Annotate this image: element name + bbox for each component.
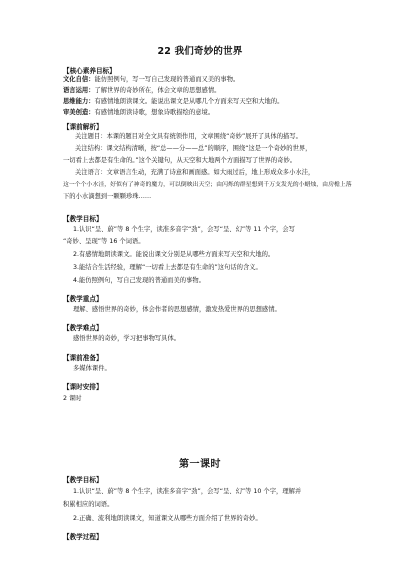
heading-preparation: 【课前准备】 [63, 354, 103, 362]
schedule-value: 2 课时 [63, 395, 82, 402]
core-item-culture [63, 76, 239, 84]
lesson-goal-line: 2.正确、流利地朗读课文，知道课文从哪些方面介绍了世界的奇妙。 [73, 515, 262, 522]
core-item-thinking [63, 98, 283, 106]
focus-line: 理解、感悟世界的奇妙，体会作者的思想感情，激发热爱世界的思想感情。 [73, 306, 281, 313]
lesson-title: 第一课时 [179, 459, 221, 470]
page-title: 22 我们奇妙的世界 [157, 46, 243, 57]
core-item-label: 思维能力： [63, 98, 95, 105]
core-item-aesthetic [63, 109, 214, 117]
goal-line: 4.能仿照例句，写自己发现的普通而美的事物。 [73, 277, 205, 284]
core-item-label: 审美创造： [63, 109, 95, 116]
heading-core-goals: 【核心素养目标】 [63, 67, 116, 75]
core-item-text: 有感情地朗读课文。能说出课文是从哪几个方面来写天空和大地的。 [94, 98, 284, 105]
heading-schedule: 【课时安排】 [63, 383, 103, 391]
heading-teaching-focus: 【教学重点】 [63, 295, 103, 303]
analysis-line: 关注语言：文章语言生动，充满了诗意和画面感。如大雨过后，地上形成众多小水洼， [75, 169, 315, 176]
core-item-label: 文化自信： [63, 76, 95, 83]
goal-line: 3.能结合生活经验，理解“一切看上去都是有生命的”这句话的含义。 [73, 264, 262, 271]
goal-line: 2.有感情地朗读课文。能说出课文分别是从哪些方面来写天空和大地的。 [73, 251, 275, 258]
core-item-text: 了解世界的奇妙所在，体会文章的思想感情。 [94, 87, 221, 94]
lesson-goal-line: 1.认识“呈、蔚”等 8 个生字，读准多音字“劲”，会写“呈、幻”等 10 个字，理解并 [73, 488, 302, 495]
prep-line: 多媒体课件。 [73, 365, 111, 372]
analysis-line: 关注结构：课文结构清晰，按“总——分——总”的顺序，围绕“这是一个奇妙的世界， [75, 145, 312, 152]
heading-teaching-difficulty: 【教学难点】 [63, 324, 103, 332]
analysis-line: 一切看上去都是有生命的。”这个关键句，从天空和大地两个方面描写了世界的奇妙。 [63, 157, 297, 164]
core-item-label: 语言运用： [63, 87, 95, 94]
core-item-text: 能仿照例句，写一写自己发现的普通而又美的事物。 [94, 76, 240, 83]
goal-line: “奇妙、呈现”等 16 个词语。 [63, 238, 145, 245]
analysis-line: 这一个个小水洼，好似有了神奇的魔力，可以倒映出天空；由闪烁的群星想到千万支发光的小蜡烛，由房檐上落 [63, 182, 352, 188]
heading-teaching-goals: 【教学目标】 [63, 215, 103, 223]
difficulty-line: 感悟世界的奇妙，学习把事物写具体。 [73, 335, 181, 342]
lesson-goal-line: 积累相应的词语。 [63, 501, 114, 508]
heading-analysis: 【课前解析】 [63, 123, 103, 131]
core-item-language [63, 87, 220, 95]
heading-lesson-goals: 【教学目标】 [63, 476, 103, 484]
core-item-text: 有感情地朗读诗歌，想象诗歌描绘的意境。 [94, 109, 215, 116]
goal-line: 1.认识“呈、蔚”等 8 个生字，读准多音字“劲”，会写“呈、幻”等 11 个字，会写 [73, 226, 295, 233]
heading-teaching-process: 【教学过程】 [63, 533, 103, 541]
analysis-line: 下的小水滴想到一颗颗珍珠…… [63, 193, 152, 200]
analysis-line: 关注题目：本课的题目对全文具有统领作用，文章围绕“奇妙”展开了具体的描写。 [75, 133, 302, 140]
